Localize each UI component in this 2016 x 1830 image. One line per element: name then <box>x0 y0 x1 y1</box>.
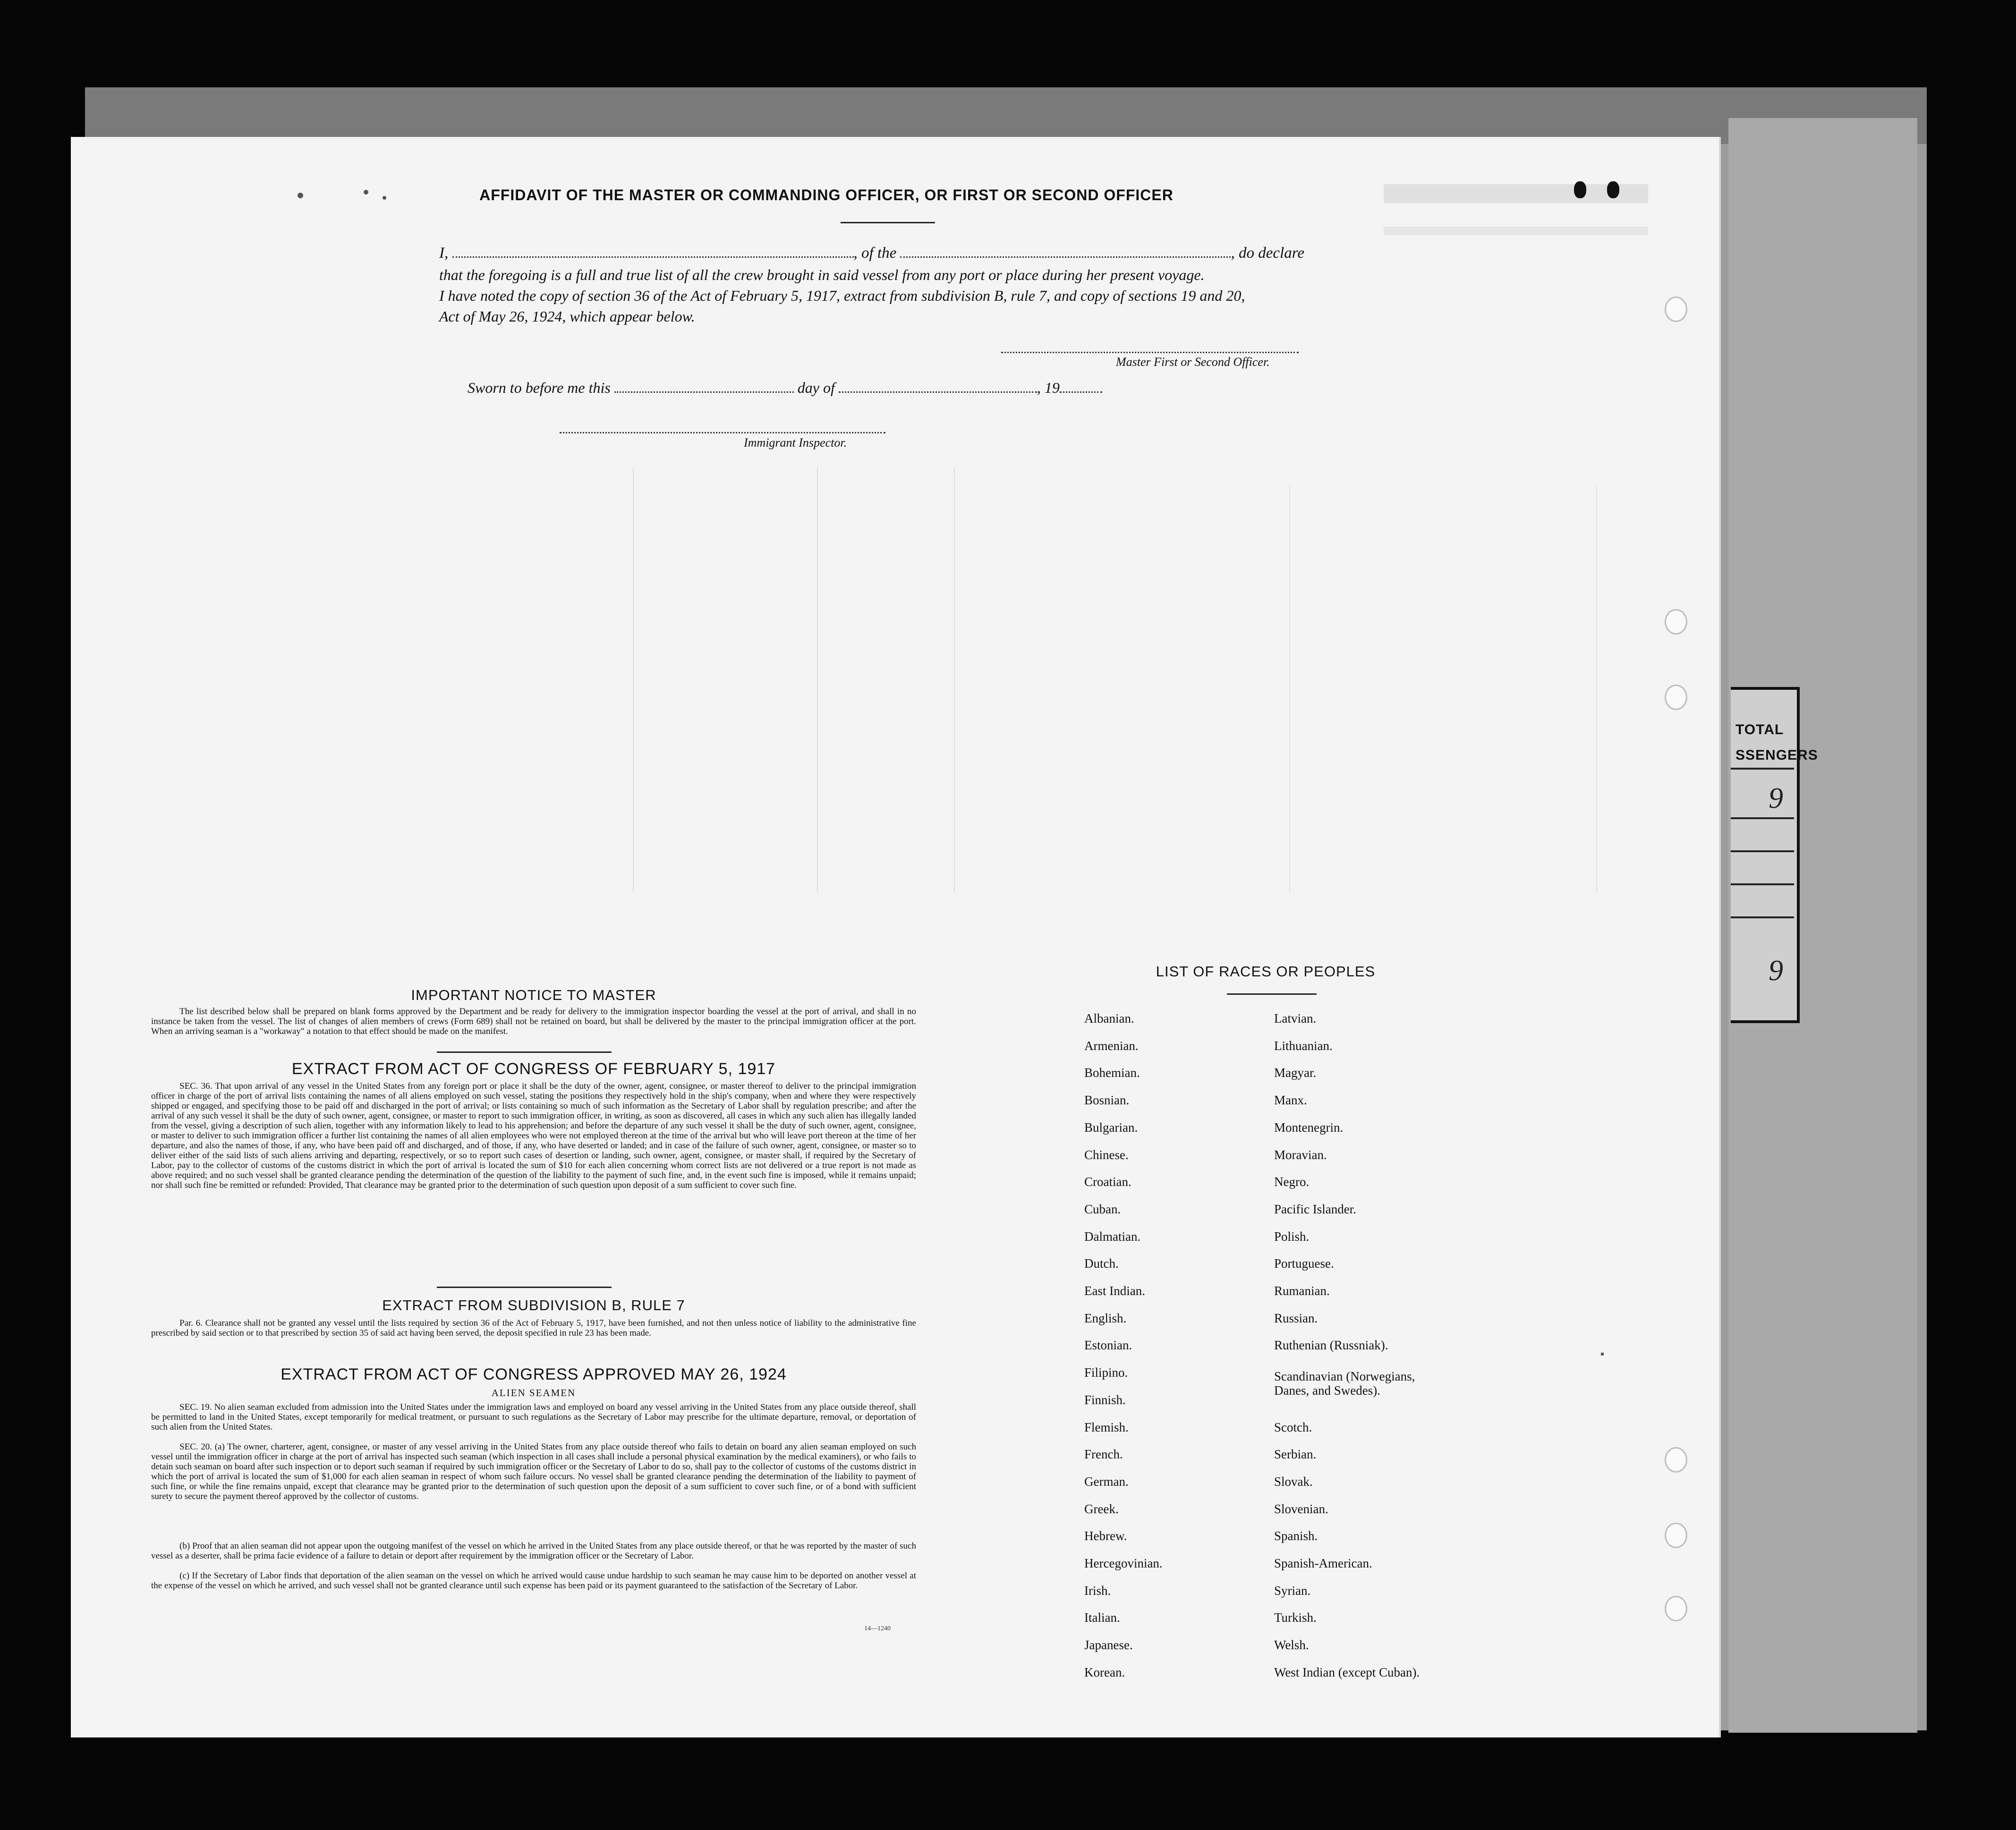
extract-1924-sec19: SEC. 19. No alien seaman excluded from admission into the United States under the immigration laws and employed on board any vessel arriving in the United States from any place outside thereof, shall be permitted to land in the United States, except temporarily for medical treatment, or pursuant to such regulations as the Secretary of Labor may prescribe for the ultimate departure, removal, or deportation of such alien from the United States. <box>151 1402 916 1432</box>
total-label: TOTAL <box>1735 722 1784 737</box>
race-item: Hebrew. <box>1084 1529 1127 1543</box>
race-item: Manx. <box>1274 1093 1307 1108</box>
race-item: Magyar. <box>1274 1066 1317 1080</box>
race-item: Ruthenian (Russniak). <box>1274 1338 1388 1353</box>
race-item: English. <box>1084 1311 1127 1325</box>
race-item: Bulgarian. <box>1084 1120 1138 1135</box>
section-rule <box>437 1051 612 1053</box>
master-name-field[interactable] <box>452 256 854 258</box>
extract-1924-title: EXTRACT FROM ACT OF CONGRESS APPROVED MAY 26, 1924 <box>281 1365 787 1383</box>
bleed-through-line <box>633 467 634 892</box>
punch-hole <box>1665 1596 1687 1621</box>
sworn-before-label: Sworn to before me this <box>468 379 611 396</box>
race-item: Rumanian. <box>1274 1284 1330 1298</box>
race-item: Bohemian. <box>1084 1066 1140 1080</box>
total-digit-top: 9 <box>1769 782 1783 814</box>
notice-body: The list described below shall be prepared on blank forms approved by the Department and be ready for delivery to the immigration inspector boarding the vessel at the port of arrival, and shall in no instance be taken from the vessel. The list of changes of alien members of crews (Form 689) shall not be retained on board, but shall be delivered by the master to the principal immigration officer at the port. When an arriving seaman is a "workaway" a notation to that effect should be made on the manifest. <box>151 1007 916 1036</box>
race-item: Welsh. <box>1274 1638 1309 1652</box>
race-item: Hercegovinian. <box>1084 1556 1163 1570</box>
total-box-rule <box>1731 883 1794 885</box>
race-item: Latvian. <box>1274 1011 1317 1025</box>
notice-title: IMPORTANT NOTICE TO MASTER <box>411 987 656 1003</box>
affidavit-text-line-4: Act of May 26, 1924, which appear below. <box>439 308 695 325</box>
total-box-rule <box>1731 850 1794 852</box>
total-digit-bottom: 9 <box>1769 955 1783 987</box>
sworn-year-label: , 19 <box>1037 379 1060 396</box>
sworn-line <box>468 379 1102 397</box>
total-box-rule <box>1731 768 1794 770</box>
punch-hole <box>1665 297 1687 322</box>
race-item: French. <box>1084 1447 1123 1462</box>
bleed-through-line <box>817 467 818 892</box>
race-item: Korean. <box>1084 1665 1125 1679</box>
form-number: 14—1240 <box>864 1625 891 1632</box>
races-title-rule <box>1227 993 1317 995</box>
master-signature-label: Master First or Second Officer. <box>1116 355 1270 369</box>
affidavit-text-line-2: that the foregoing is a full and true list of all the crew brought in said vessel from any port or place during her present voyage. <box>439 266 1205 283</box>
extract-1917-body: SEC. 36. That upon arrival of any vessel in the United States from any foreign port or place it shall be the duty of the owner, agent, consignee, or master thereof to deliver to the principal immigration officer in charge of the port of arrival lists containing the names of all aliens employed on such vessel, stating the positions they respectively hold in the ship's company, when and where they were respectively shipped or engaged, and specifying those to be paid off and discharged in the port of arrival; or lists containing so much of such information as the Secretary of Labor shall by regulation prescribe; and after the arrival of any such vessel it shall be the duty of such owner, agent, consignee, or master to report to such immigration officer, in writing, as soon as discovered, all cases in which any such alien has illegally landed from the vessel, giving a description of such alien, together with any information likely to lead to his apprehension; and before the departure of any such vessel it shall be the duty of such owner, agent, consignee, or master to deliver to such immigration officer a further list containing the names of all alien employees who were not employed thereon at the time of the arrival but who will leave port thereon at the time of her departure, and also the names of those, if any, who have been paid off and discharged, and of those, if any, who have deserted or landed; and in case of the failure of such owner, agent, consignee, or master so to deliver either of the said lists of such aliens arriving and departing, respectively, or so to report such cases of desertion or landing, such owner, agent, consignee, or master shall, if required by the Secretary of Labor, pay to the collector of customs of the customs district in which the port of arrival is located the sum of $10 for each alien concerning whom correct lists are not delivered or a true report is not made as above required; and no such vessel shall be granted clearance pending the determination of the question of the liability to the payment of such fine, and, in the event such fine is imposed, while it remains unpaid; nor shall such fine be remitted or refunded: Provided, That clearance may be granted prior to the determination of such question upon deposit of a sum sufficient to cover such fine. <box>151 1081 916 1190</box>
races-title: LIST OF RACES OR PEOPLES <box>1156 963 1376 980</box>
scan-speck <box>298 193 303 198</box>
binding-hole-mark <box>1607 181 1619 198</box>
race-item: Moravian. <box>1274 1147 1327 1162</box>
total-box-rule <box>1731 817 1794 819</box>
affidavit-i-label: I, <box>439 245 449 262</box>
master-signature-field[interactable] <box>1001 352 1299 353</box>
race-item: Polish. <box>1274 1229 1310 1244</box>
race-item: Finnish. <box>1084 1392 1126 1407</box>
passengers-label: SSENGERS <box>1735 747 1818 763</box>
extract-1924-sec20c: (c) If the Secretary of Labor finds that deportation of the alien seaman on the vessel on which he arrived would cause undue hardship to such seaman he may cause him to be deported on another vessel at the expense of the vessel on which he arrived, and such vessel shall not be granted clearance until such expense has been paid or its payment guaranteed to the satisfaction of the Secretary of Labor. <box>151 1571 916 1591</box>
sworn-year-field[interactable] <box>1060 391 1102 393</box>
title-rule <box>841 222 935 223</box>
extract-rule7-body: Par. 6. Clearance shall not be granted any vessel until the lists required by section 36 of the Act of February 5, 1917, have been furnished, and not then unless notice of liability to the administrative fine prescribed by said section or to that prescribed by section 35 of said act having been served, the deposit specified in rule 23 has been made. <box>151 1318 916 1338</box>
race-item: Bosnian. <box>1084 1093 1130 1108</box>
affidavit-do-declare-label: , do declare <box>1231 245 1304 262</box>
binding-hole-mark <box>1574 181 1586 198</box>
race-item: Spanish. <box>1274 1529 1318 1543</box>
sworn-month-field[interactable] <box>839 391 1037 393</box>
race-item: Japanese. <box>1084 1638 1133 1652</box>
affidavit-page <box>71 137 1719 1737</box>
race-item-continuation: Danes, and Swedes). <box>1274 1383 1380 1398</box>
race-item: Irish. <box>1084 1583 1111 1598</box>
race-item: Portuguese. <box>1274 1256 1334 1271</box>
sworn-day-field[interactable] <box>614 391 794 393</box>
race-item: Turkish. <box>1274 1610 1317 1625</box>
race-item: Chinese. <box>1084 1147 1129 1162</box>
race-item: Cuban. <box>1084 1202 1121 1216</box>
race-item: Spanish-American. <box>1274 1556 1372 1570</box>
race-item: East Indian. <box>1084 1284 1145 1298</box>
sworn-day-of-label: day of <box>797 379 835 396</box>
punch-hole <box>1665 1447 1687 1473</box>
race-item: Estonian. <box>1084 1338 1132 1353</box>
race-item: Italian. <box>1084 1610 1120 1625</box>
race-item: Lithuanian. <box>1274 1038 1333 1053</box>
punch-hole <box>1665 685 1687 710</box>
inspector-label: Immigrant Inspector. <box>744 436 847 449</box>
race-item: Filipino. <box>1084 1365 1128 1380</box>
race-item: Albanian. <box>1084 1011 1134 1025</box>
scan-speck <box>364 190 368 195</box>
inspector-signature-field[interactable] <box>560 432 885 433</box>
affidavit-text-line-3: I have noted the copy of section 36 of the Act of February 5, 1917, extract from subdivision B, rule 7, and copy of sections 19 and 20, <box>439 287 1245 304</box>
bleed-through-line <box>954 467 955 892</box>
section-rule <box>437 1287 612 1288</box>
punch-hole <box>1665 1523 1687 1548</box>
total-box-rule <box>1731 916 1794 918</box>
race-item: Dutch. <box>1084 1256 1119 1271</box>
extract-rule7-title: EXTRACT FROM SUBDIVISION B, RULE 7 <box>382 1297 685 1313</box>
race-item: Syrian. <box>1274 1583 1311 1598</box>
race-item: Montenegrin. <box>1274 1120 1344 1135</box>
race-item: Slovenian. <box>1274 1501 1328 1516</box>
extract-1924-subtitle: ALIEN SEAMEN <box>491 1387 576 1398</box>
race-item: Russian. <box>1274 1311 1318 1325</box>
bleed-through-line <box>1289 486 1290 892</box>
affidavit-title: AFFIDAVIT OF THE MASTER OR COMMANDING OFFICER, OR FIRST OR SECOND OFFICER <box>479 186 1174 203</box>
scan-speck <box>383 196 386 200</box>
extract-1924-sec20b: (b) Proof that an alien seaman did not appear upon the outgoing manifest of the vessel on which he arrived in the United States from any place outside thereof, or that he was reported by the master of such vessel as a deserter, shall be prima facie evidence of a failure to detain or deport after requirement by the immigration officer or the Secretary of Labor. <box>151 1541 916 1561</box>
race-item: Dalmatian. <box>1084 1229 1141 1244</box>
race-item: Serbian. <box>1274 1447 1317 1462</box>
extract-1917-title: EXTRACT FROM ACT OF CONGRESS OF FEBRUARY 5, 1917 <box>291 1060 776 1078</box>
race-item: Scotch. <box>1274 1420 1312 1434</box>
back-sheet-top-edge <box>85 87 1927 144</box>
race-item: West Indian (except Cuban). <box>1274 1665 1420 1679</box>
total-passengers-box <box>1731 687 1818 1023</box>
affidavit-of-the-label: , of the <box>853 245 897 262</box>
race-item: Pacific Islander. <box>1274 1202 1356 1216</box>
race-item: Armenian. <box>1084 1038 1139 1053</box>
bleed-through-mark <box>1384 227 1648 235</box>
race-item: Greek. <box>1084 1501 1119 1516</box>
bleed-through-line <box>1596 486 1597 892</box>
race-item: Scandinavian (Norwegians, <box>1274 1369 1415 1384</box>
race-item: Slovak. <box>1274 1474 1313 1489</box>
scan-speck <box>1601 1353 1604 1356</box>
extract-1924-sec20a: SEC. 20. (a) The owner, charterer, agent, consignee, or master of any vessel arriving in the United States from any place outside thereof who fails to detain on board any alien seaman employed on such vessel until the immigration officer in charge at the port of arrival has inspected such seaman (which inspection in all cases shall include a personal physical examination by the medical examiners), or who fails to detain such seaman on board after such inspection or to deport such seaman if required by such immigration officer or the Secretary of Labor to do so, shall pay to the collector of customs of the customs district in which the port of arrival is located the sum of $1,000 for each alien seaman in respect of whom such failure occurs. No vessel shall be granted clearance pending the determination of the liability to payment of such fine, or while the fine remains unpaid, except that clearance may be granted prior to the determination of such question upon the deposit of a sum sufficient to cover such fine, or of a bond with sufficient surety to secure the payment thereof approved by the collector of customs. <box>151 1442 916 1501</box>
affidavit-declaration-line <box>439 245 1304 262</box>
race-item: Negro. <box>1274 1175 1310 1189</box>
punch-hole <box>1665 609 1687 635</box>
race-item: Flemish. <box>1084 1420 1129 1434</box>
race-item: German. <box>1084 1474 1129 1489</box>
vessel-name-field[interactable] <box>900 256 1231 258</box>
race-item: Croatian. <box>1084 1175 1131 1189</box>
